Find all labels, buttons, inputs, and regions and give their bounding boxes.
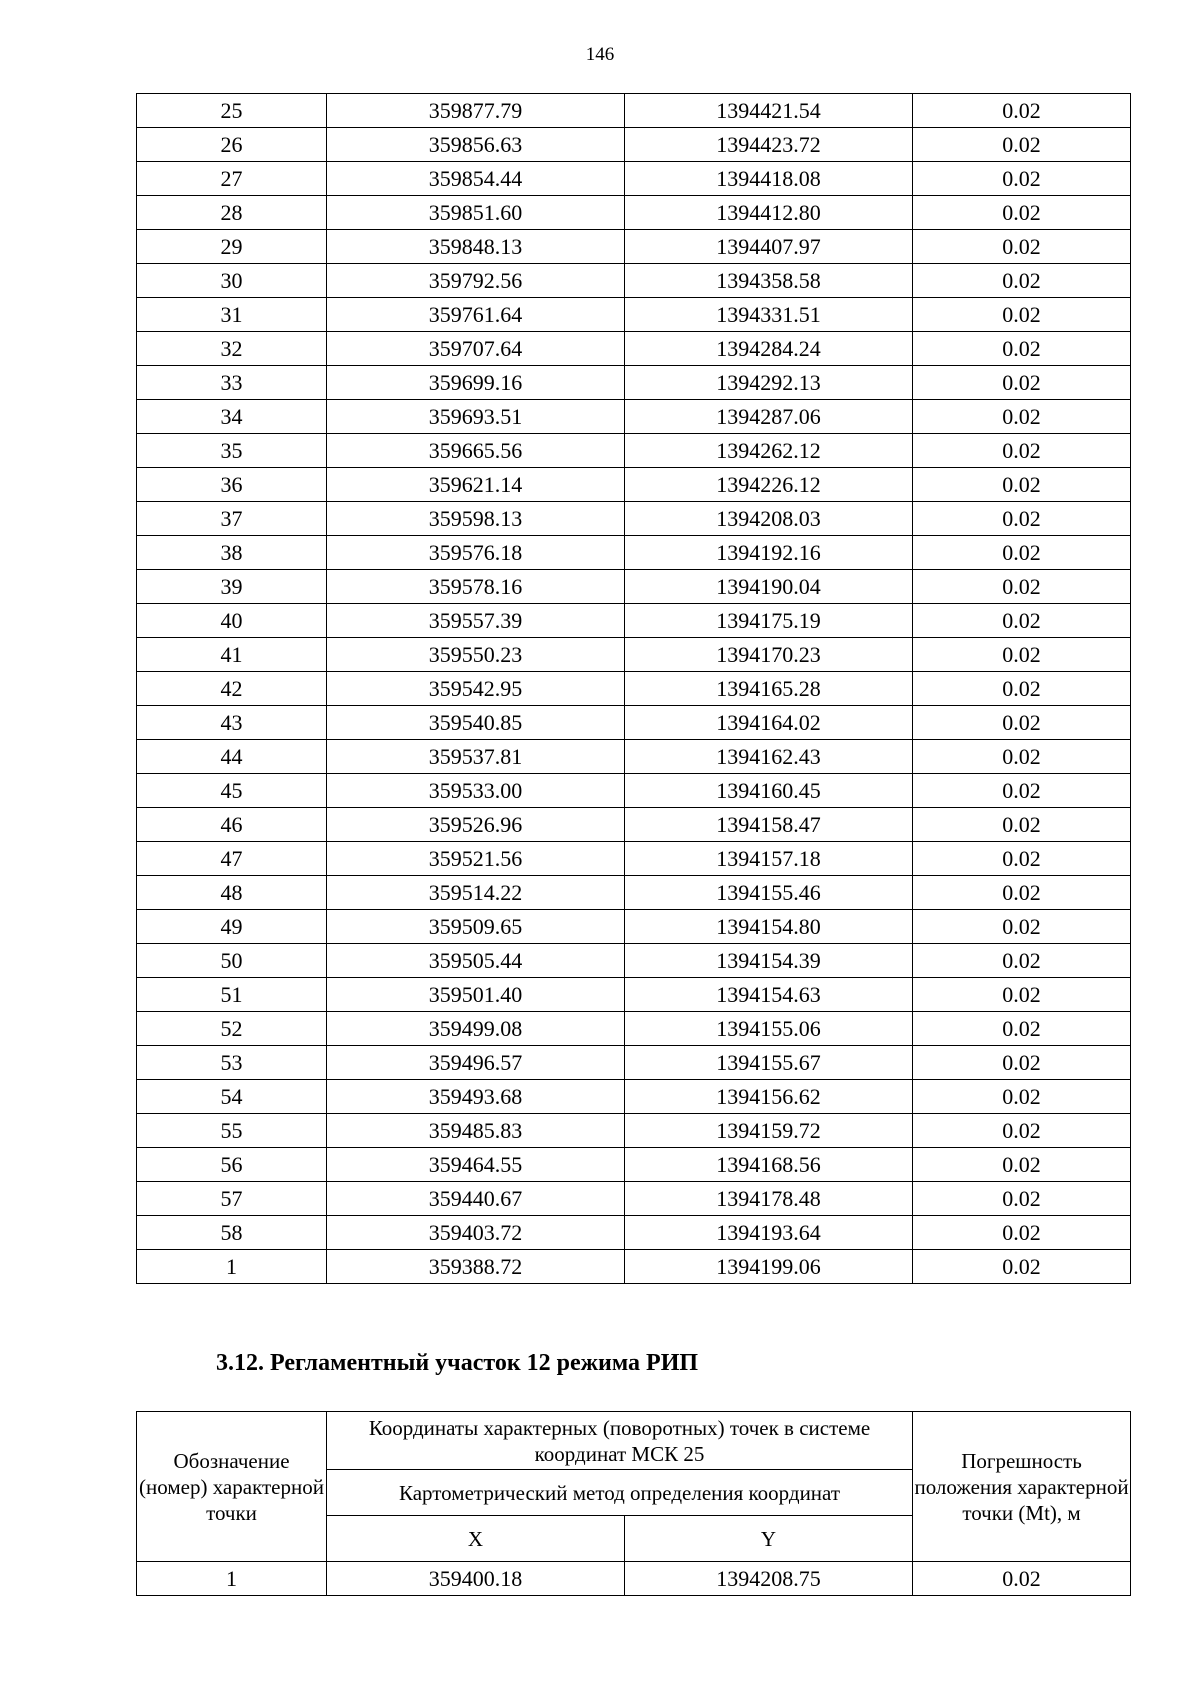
y-coordinate-cell: 1394160.45 [625, 774, 913, 808]
y-coordinate-cell: 1394407.97 [625, 230, 913, 264]
table-row [137, 94, 1131, 128]
error-cell: 0.02 [913, 774, 1131, 808]
section-heading: 3.12. Регламентный участок 12 режима РИП [216, 1350, 699, 1376]
point-number-cell: 36 [137, 468, 327, 502]
table-row [137, 604, 1131, 638]
x-coordinate-cell: 359557.39 [327, 604, 625, 638]
table-row [137, 1182, 1131, 1216]
x-coordinate-cell: 359542.95 [327, 672, 625, 706]
x-coordinate-cell: 359665.56 [327, 434, 625, 468]
y-coordinate-cell: 1394199.06 [625, 1250, 913, 1284]
y-coordinate-cell: 1394162.43 [625, 740, 913, 774]
point-number-cell: 46 [137, 808, 327, 842]
error-cell: 0.02 [913, 842, 1131, 876]
y-coordinate-cell: 1394292.13 [625, 366, 913, 400]
point-number-cell: 51 [137, 978, 327, 1012]
error-cell: 0.02 [913, 468, 1131, 502]
x-coordinate-cell: 359496.57 [327, 1046, 625, 1080]
error-cell: 0.02 [913, 706, 1131, 740]
point-number-cell: 26 [137, 128, 327, 162]
point-number-cell: 28 [137, 196, 327, 230]
table-row [137, 298, 1131, 332]
error-cell: 0.02 [913, 502, 1131, 536]
header-point-designation: Обозначение (номер) характерной точки [137, 1412, 327, 1562]
x-coordinate-cell: 359493.68 [327, 1080, 625, 1114]
x-coordinate-cell: 359533.00 [327, 774, 625, 808]
table-row [137, 570, 1131, 604]
x-coordinate-cell: 359761.64 [327, 298, 625, 332]
table-row [137, 536, 1131, 570]
error-cell: 0.02 [913, 298, 1131, 332]
point-number-cell: 40 [137, 604, 327, 638]
x-coordinate-cell: 359440.67 [327, 1182, 625, 1216]
y-coordinate-cell: 1394154.39 [625, 944, 913, 978]
x-coordinate-cell: 359485.83 [327, 1114, 625, 1148]
header-method: Картометрический метод определения координат [327, 1470, 913, 1516]
table-row [137, 638, 1131, 672]
point-number-cell: 30 [137, 264, 327, 298]
x-coordinate-cell: 359621.14 [327, 468, 625, 502]
table-row [137, 502, 1131, 536]
error-cell: 0.02 [913, 162, 1131, 196]
point-number-cell: 44 [137, 740, 327, 774]
error-cell: 0.02 [913, 672, 1131, 706]
table-row [137, 1012, 1131, 1046]
point-number-cell: 34 [137, 400, 327, 434]
point-number-cell: 54 [137, 1080, 327, 1114]
table-row [137, 162, 1131, 196]
point-number-cell: 56 [137, 1148, 327, 1182]
point-number-cell: 27 [137, 162, 327, 196]
point-number-cell: 57 [137, 1182, 327, 1216]
table-row [137, 264, 1131, 298]
error-cell: 0.02 [913, 876, 1131, 910]
y-coordinate-cell: 1394284.24 [625, 332, 913, 366]
table-row [137, 332, 1131, 366]
table-row [137, 1080, 1131, 1114]
y-coordinate-cell: 1394192.16 [625, 536, 913, 570]
coordinates-table-body [137, 94, 1131, 1284]
header-position-error: Погрешность положения характерной точки (Mt), м [913, 1412, 1131, 1562]
error-cell: 0.02 [913, 1148, 1131, 1182]
y-coordinate-cell: 1394155.06 [625, 1012, 913, 1046]
y-coordinate-cell: 1394412.80 [625, 196, 913, 230]
point-number-cell: 43 [137, 706, 327, 740]
table-row [137, 1250, 1131, 1284]
coordinates-table [136, 93, 1131, 1284]
y-coordinate-cell: 1394155.67 [625, 1046, 913, 1080]
point-number-cell: 37 [137, 502, 327, 536]
x-coordinate-cell: 359576.18 [327, 536, 625, 570]
table-row [137, 468, 1131, 502]
error-cell: 0.02 [913, 1114, 1131, 1148]
error-cell: 0.02 [913, 1012, 1131, 1046]
y-coordinate-cell: 1394165.28 [625, 672, 913, 706]
point-number-cell: 1 [137, 1562, 327, 1596]
error-cell: 0.02 [913, 570, 1131, 604]
header-x: X [327, 1516, 625, 1562]
x-coordinate-cell: 359578.16 [327, 570, 625, 604]
point-number-cell: 47 [137, 842, 327, 876]
table-row [137, 842, 1131, 876]
error-cell: 0.02 [913, 910, 1131, 944]
error-cell: 0.02 [913, 740, 1131, 774]
y-coordinate-cell: 1394331.51 [625, 298, 913, 332]
x-coordinate-cell: 359693.51 [327, 400, 625, 434]
header-y: Y [625, 1516, 913, 1562]
y-coordinate-cell: 1394164.02 [625, 706, 913, 740]
y-coordinate-cell: 1394208.75 [625, 1562, 913, 1596]
x-coordinate-cell: 359509.65 [327, 910, 625, 944]
point-number-cell: 38 [137, 536, 327, 570]
table-row [137, 230, 1131, 264]
y-coordinate-cell: 1394190.04 [625, 570, 913, 604]
x-coordinate-cell: 359856.63 [327, 128, 625, 162]
table-row [137, 434, 1131, 468]
page-number: 146 [585, 44, 615, 65]
x-coordinate-cell: 359877.79 [327, 94, 625, 128]
point-number-cell: 25 [137, 94, 327, 128]
error-cell: 0.02 [913, 94, 1131, 128]
point-number-cell: 53 [137, 1046, 327, 1080]
point-number-cell: 52 [137, 1012, 327, 1046]
point-number-cell: 1 [137, 1250, 327, 1284]
point-number-cell: 35 [137, 434, 327, 468]
x-coordinate-cell: 359699.16 [327, 366, 625, 400]
error-cell: 0.02 [913, 1250, 1131, 1284]
y-coordinate-cell: 1394168.56 [625, 1148, 913, 1182]
y-coordinate-cell: 1394154.80 [625, 910, 913, 944]
table-row [137, 1114, 1131, 1148]
table-row [137, 978, 1131, 1012]
y-coordinate-cell: 1394170.23 [625, 638, 913, 672]
x-coordinate-cell: 359854.44 [327, 162, 625, 196]
point-number-cell: 50 [137, 944, 327, 978]
section-coordinates-table [136, 1411, 1131, 1596]
table-row [137, 1216, 1131, 1250]
point-number-cell: 41 [137, 638, 327, 672]
table-row [137, 910, 1131, 944]
x-coordinate-cell: 359499.08 [327, 1012, 625, 1046]
table-row [137, 740, 1131, 774]
x-coordinate-cell: 359526.96 [327, 808, 625, 842]
table-row [137, 774, 1131, 808]
section-table-body [137, 1562, 1131, 1596]
y-coordinate-cell: 1394208.03 [625, 502, 913, 536]
point-number-cell: 42 [137, 672, 327, 706]
point-number-cell: 29 [137, 230, 327, 264]
error-cell: 0.02 [913, 230, 1131, 264]
y-coordinate-cell: 1394287.06 [625, 400, 913, 434]
x-coordinate-cell: 359403.72 [327, 1216, 625, 1250]
error-cell: 0.02 [913, 978, 1131, 1012]
error-cell: 0.02 [913, 366, 1131, 400]
table-row [137, 706, 1131, 740]
y-coordinate-cell: 1394156.62 [625, 1080, 913, 1114]
x-coordinate-cell: 359514.22 [327, 876, 625, 910]
error-cell: 0.02 [913, 536, 1131, 570]
x-coordinate-cell: 359848.13 [327, 230, 625, 264]
point-number-cell: 32 [137, 332, 327, 366]
error-cell: 0.02 [913, 1182, 1131, 1216]
error-cell: 0.02 [913, 1046, 1131, 1080]
error-cell: 0.02 [913, 332, 1131, 366]
x-coordinate-cell: 359501.40 [327, 978, 625, 1012]
point-number-cell: 45 [137, 774, 327, 808]
table-row [137, 944, 1131, 978]
error-cell: 0.02 [913, 196, 1131, 230]
table-row [137, 128, 1131, 162]
error-cell: 0.02 [913, 1216, 1131, 1250]
x-coordinate-cell: 359540.85 [327, 706, 625, 740]
error-cell: 0.02 [913, 434, 1131, 468]
x-coordinate-cell: 359537.81 [327, 740, 625, 774]
point-number-cell: 55 [137, 1114, 327, 1148]
x-coordinate-cell: 359598.13 [327, 502, 625, 536]
x-coordinate-cell: 359521.56 [327, 842, 625, 876]
table-row [137, 876, 1131, 910]
point-number-cell: 33 [137, 366, 327, 400]
table-row [137, 808, 1131, 842]
x-coordinate-cell: 359400.18 [327, 1562, 625, 1596]
y-coordinate-cell: 1394159.72 [625, 1114, 913, 1148]
x-coordinate-cell: 359464.55 [327, 1148, 625, 1182]
y-coordinate-cell: 1394155.46 [625, 876, 913, 910]
y-coordinate-cell: 1394226.12 [625, 468, 913, 502]
header-coordinates-group: Координаты характерных (поворотных) точек в системе координат МСК 25 [327, 1412, 913, 1470]
error-cell: 0.02 [913, 1562, 1131, 1596]
x-coordinate-cell: 359550.23 [327, 638, 625, 672]
table-row [137, 400, 1131, 434]
y-coordinate-cell: 1394158.47 [625, 808, 913, 842]
point-number-cell: 31 [137, 298, 327, 332]
error-cell: 0.02 [913, 604, 1131, 638]
error-cell: 0.02 [913, 808, 1131, 842]
error-cell: 0.02 [913, 944, 1131, 978]
y-coordinate-cell: 1394157.18 [625, 842, 913, 876]
error-cell: 0.02 [913, 264, 1131, 298]
point-number-cell: 39 [137, 570, 327, 604]
x-coordinate-cell: 359851.60 [327, 196, 625, 230]
y-coordinate-cell: 1394193.64 [625, 1216, 913, 1250]
x-coordinate-cell: 359792.56 [327, 264, 625, 298]
y-coordinate-cell: 1394418.08 [625, 162, 913, 196]
x-coordinate-cell: 359505.44 [327, 944, 625, 978]
x-coordinate-cell: 359707.64 [327, 332, 625, 366]
error-cell: 0.02 [913, 1080, 1131, 1114]
point-number-cell: 49 [137, 910, 327, 944]
table-row [137, 1046, 1131, 1080]
table-row [137, 1148, 1131, 1182]
y-coordinate-cell: 1394154.63 [625, 978, 913, 1012]
x-coordinate-cell: 359388.72 [327, 1250, 625, 1284]
error-cell: 0.02 [913, 400, 1131, 434]
y-coordinate-cell: 1394423.72 [625, 128, 913, 162]
table-row [137, 196, 1131, 230]
y-coordinate-cell: 1394262.12 [625, 434, 913, 468]
y-coordinate-cell: 1394358.58 [625, 264, 913, 298]
point-number-cell: 48 [137, 876, 327, 910]
y-coordinate-cell: 1394178.48 [625, 1182, 913, 1216]
y-coordinate-cell: 1394175.19 [625, 604, 913, 638]
table-row [137, 672, 1131, 706]
table-row [137, 1562, 1131, 1596]
y-coordinate-cell: 1394421.54 [625, 94, 913, 128]
error-cell: 0.02 [913, 638, 1131, 672]
table-row [137, 366, 1131, 400]
point-number-cell: 58 [137, 1216, 327, 1250]
error-cell: 0.02 [913, 128, 1131, 162]
